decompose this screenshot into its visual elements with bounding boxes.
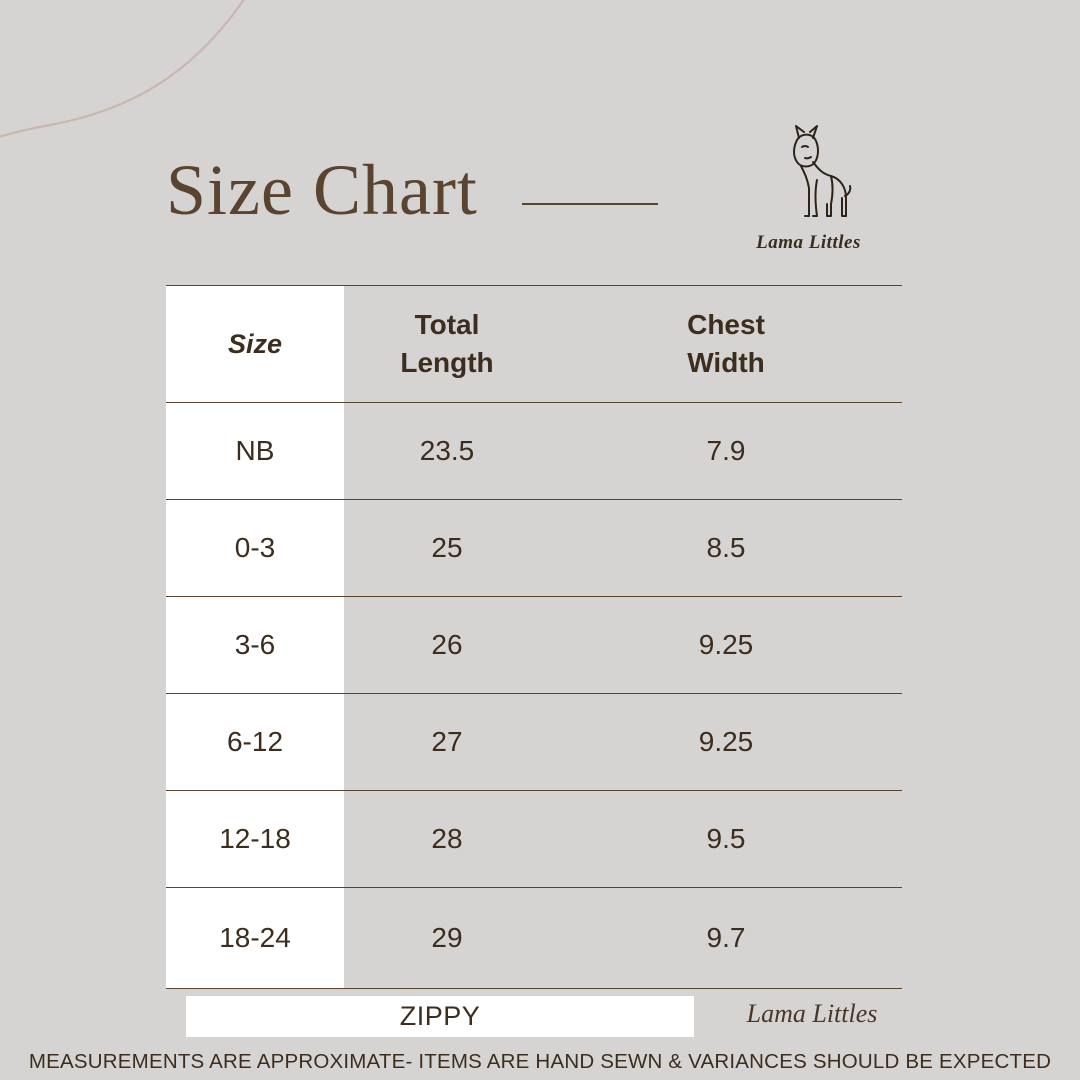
cell-total-length: 27 xyxy=(344,694,550,791)
table-row xyxy=(166,500,902,597)
brand-logo xyxy=(721,118,896,258)
column-header-chest-width xyxy=(550,286,902,403)
table-row xyxy=(166,403,902,500)
product-name-tag: ZIPPY xyxy=(186,996,694,1037)
cell-total-length: 29 xyxy=(344,888,550,989)
cell-chest-width: 9.5 xyxy=(550,791,902,888)
table-row xyxy=(166,597,902,694)
page-title: Size Chart xyxy=(166,150,478,230)
cell-chest-width: 7.9 xyxy=(550,403,902,500)
cell-size: 3-6 xyxy=(166,597,344,694)
chart-header xyxy=(166,150,902,270)
cell-size: 0-3 xyxy=(166,500,344,597)
llama-icon xyxy=(761,118,857,230)
brand-name: Lama Littles xyxy=(756,232,861,253)
table-header xyxy=(166,286,902,403)
cell-chest-width: 9.7 xyxy=(550,888,902,989)
footer-brand-name: Lama Littles xyxy=(746,999,878,1028)
cell-total-length: 26 xyxy=(344,597,550,694)
cell-total-length: 23.5 xyxy=(344,403,550,500)
cell-size: 6-12 xyxy=(166,694,344,791)
column-header-size: Size xyxy=(166,286,344,403)
table-row xyxy=(166,694,902,791)
cell-chest-width: 8.5 xyxy=(550,500,902,597)
cell-total-length: 25 xyxy=(344,500,550,597)
column-header-total-length-line2: Length xyxy=(400,347,494,378)
size-table xyxy=(166,285,902,989)
column-header-chest-width-line2: Width xyxy=(687,347,765,378)
cell-size: 18-24 xyxy=(166,888,344,989)
cell-chest-width: 9.25 xyxy=(550,597,902,694)
cell-total-length: 28 xyxy=(344,791,550,888)
table-row xyxy=(166,791,902,888)
cell-size: 12-18 xyxy=(166,791,344,888)
column-header-chest-width-line1: Chest xyxy=(687,309,765,340)
table-header-row xyxy=(166,286,902,403)
cell-chest-width: 9.25 xyxy=(550,694,902,791)
table-body xyxy=(166,403,902,989)
chart-footer xyxy=(166,996,902,1042)
title-rule xyxy=(522,203,658,205)
column-header-total-length xyxy=(344,286,550,403)
disclaimer-text: MEASUREMENTS ARE APPROXIMATE- ITEMS ARE HAND SEWN & VARIANCES SHOULD BE EXPECTED xyxy=(28,1050,1052,1073)
cell-size: NB xyxy=(166,403,344,500)
column-header-total-length-line1: Total xyxy=(414,309,480,340)
size-table-container xyxy=(166,285,902,989)
table-row xyxy=(166,888,902,989)
